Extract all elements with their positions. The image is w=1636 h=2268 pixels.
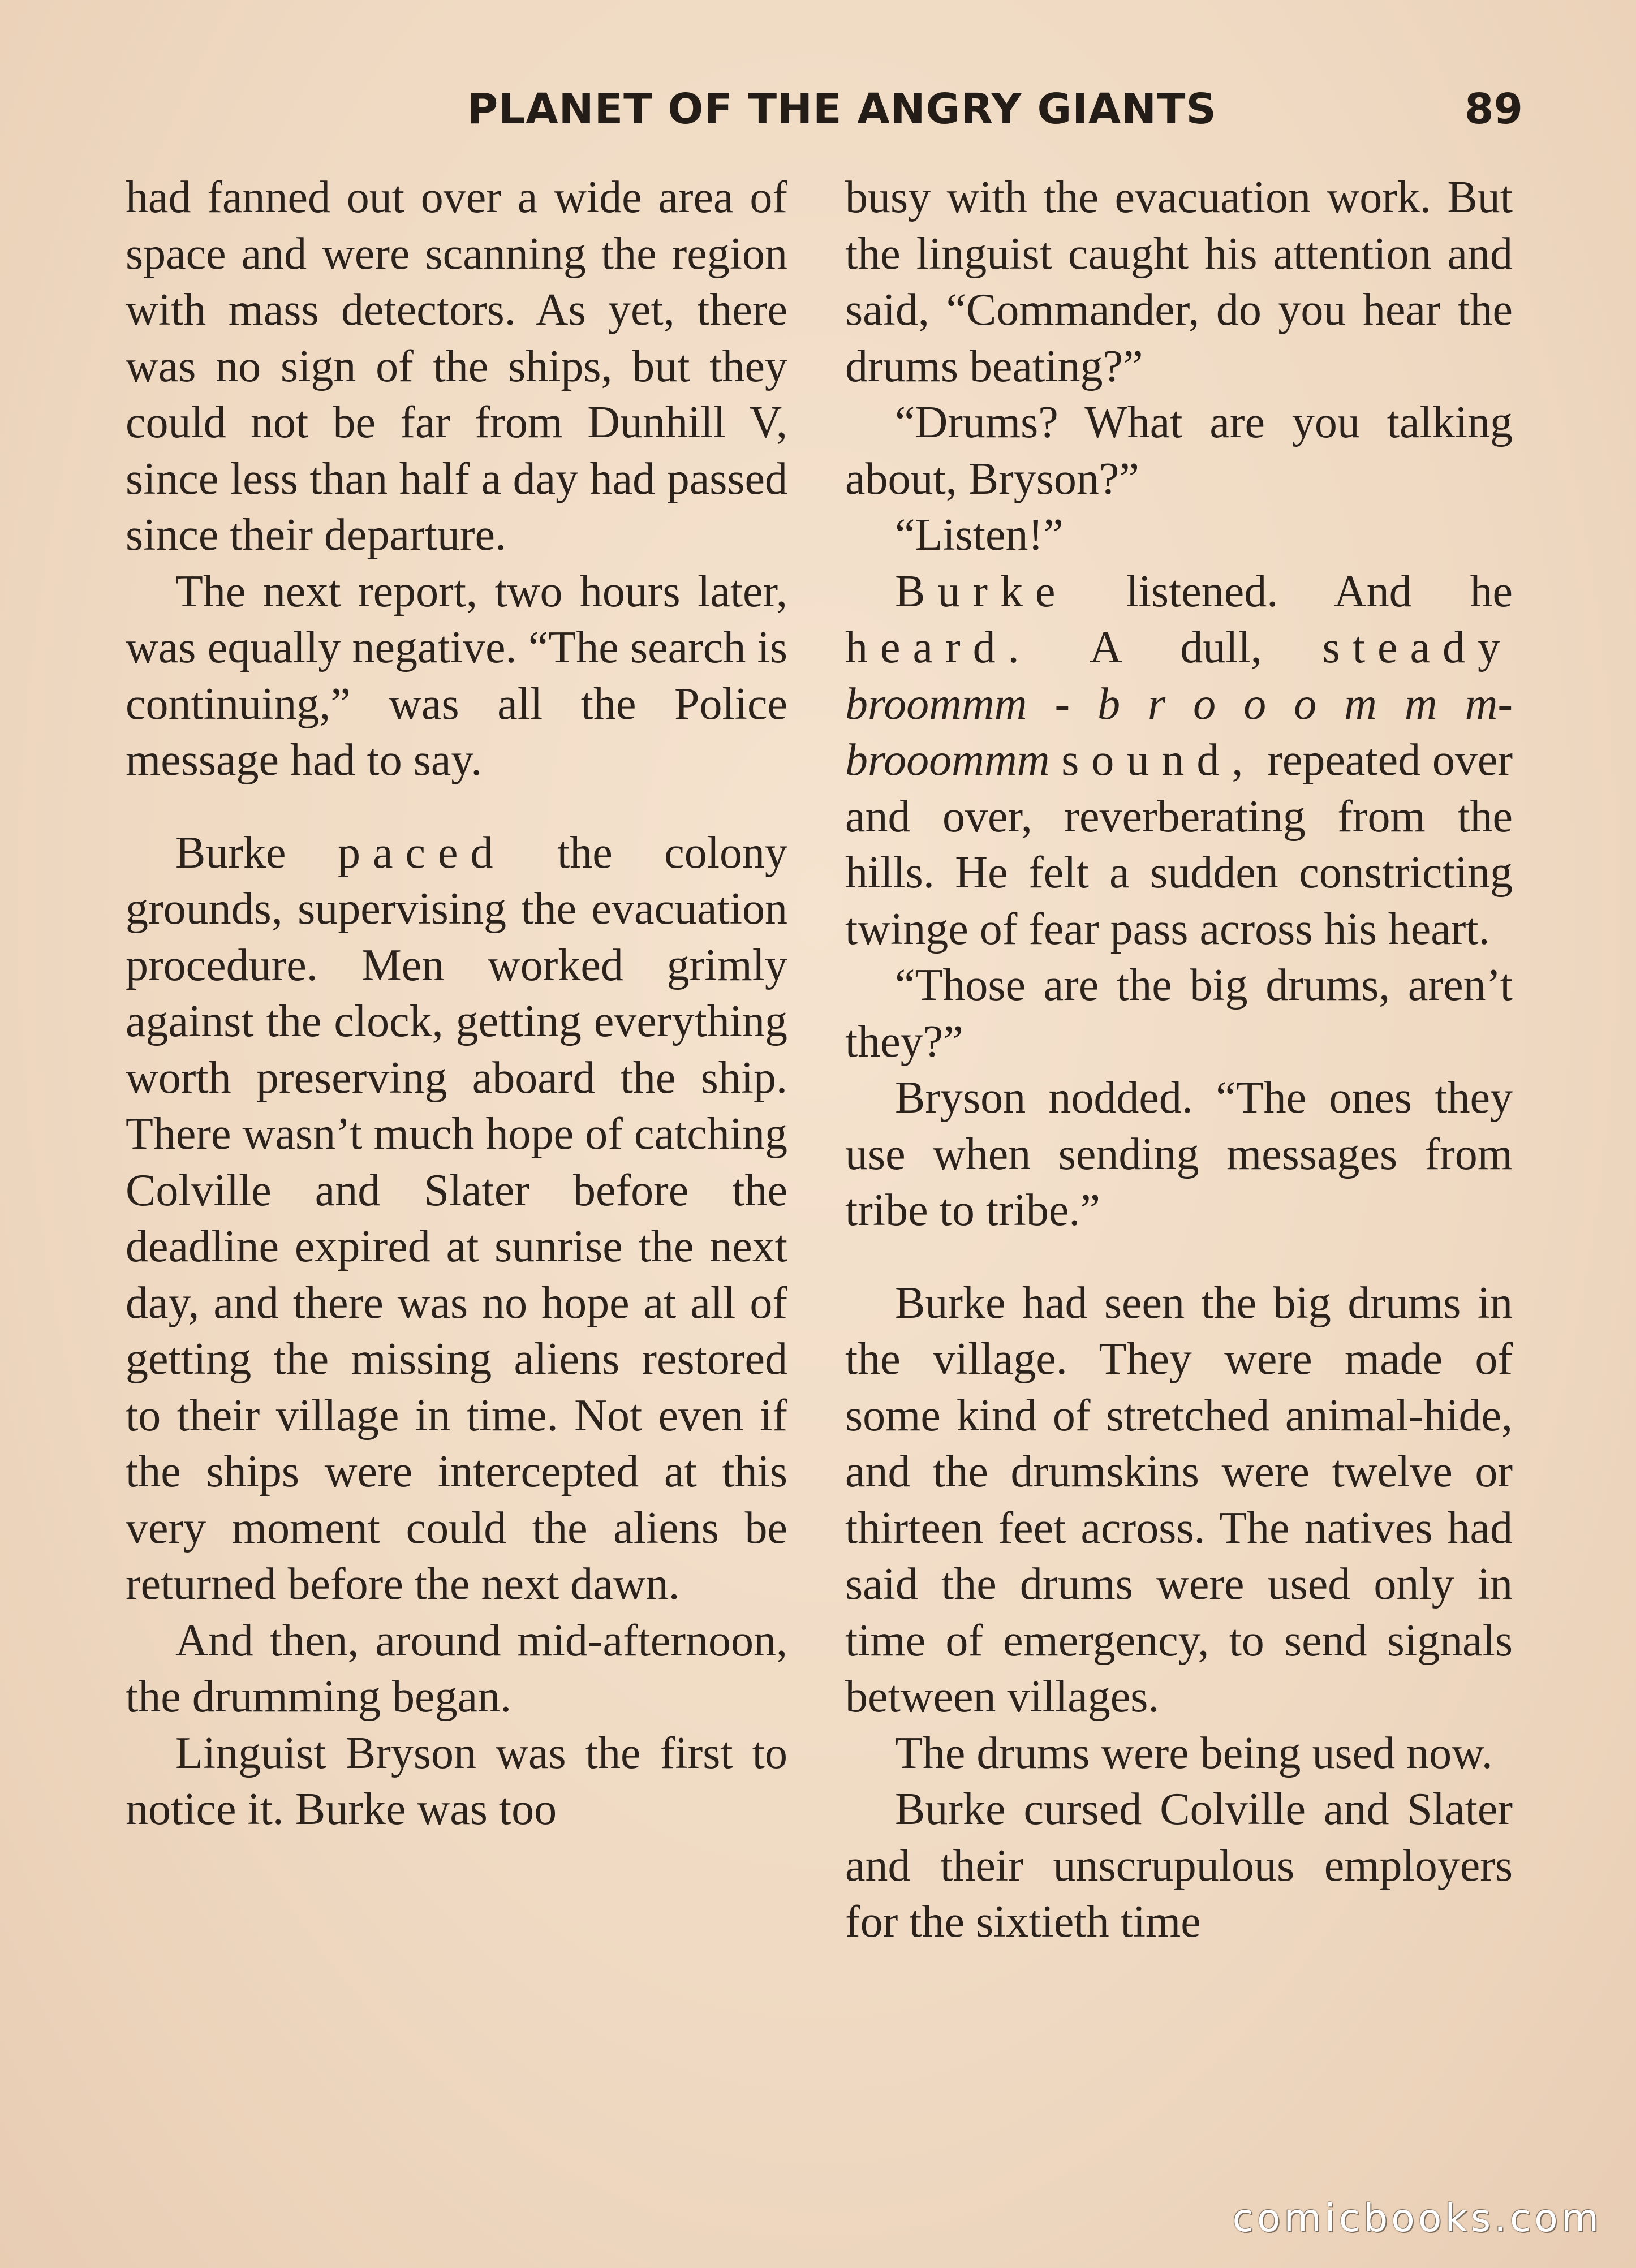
paragraph: “Drums? What are you talking about, Bryson?” (845, 398, 1513, 504)
page-number: 89 (1465, 85, 1523, 133)
left-column (126, 170, 787, 1838)
paragraph: The next report, two hours later, was equally negative. “The search is continuing,” was all the Police message had to say. (126, 566, 787, 785)
paragraph: “Listen!” (895, 510, 1064, 560)
spaced-word: Burke (895, 566, 1068, 616)
paragraph: Bryson nodded. “The ones they use when sending messages from tribe to tribe.” (845, 1073, 1513, 1235)
spaced-word: paced (338, 827, 506, 878)
paragraph: had fanned out over a wide area of space and were scanning the region with mass detectors. As yet, there was no sign of the ships, but they could not be far from Dunhill V, since less than half a day had passed since their departure. (126, 173, 787, 560)
paragraph: Linguist Bryson was the first to notice it. Burke was too (126, 1728, 787, 1834)
text-run: repeated over and over, reverberating from the hills. He felt a sudden constricting twinge of fear pass across his heart. (845, 735, 1513, 954)
paragraph: The drums were being used now. (895, 1728, 1493, 1778)
paragraph (126, 825, 787, 1613)
right-column (845, 170, 1513, 1951)
spaced-word: heard. (845, 623, 1032, 672)
spaced-word: steady (1322, 623, 1513, 672)
paragraph: Burke cursed Colville and Slater and their unscrupulous employers for the sixtieth time (845, 1784, 1513, 1947)
paragraph: “Those are the big drums, aren’t they?” (845, 960, 1513, 1067)
text-run: listened. And he (1126, 566, 1513, 616)
text-run: the colony grounds, supervising the evacuation procedure. Men worked grimly against the clock, getting everything worth preserving aboard the ship. There wasn’t much hope of catching Colville and Slater before the deadline expired at sunrise the next day, and there was no hope at all of getting the missing aliens restored to their village in time. Not even if the ships were intercepted at this very moment could the aliens be returned before the next dawn. (126, 827, 788, 1609)
spaced-word: sound, (1061, 735, 1256, 785)
paragraph: Burke had seen the big drums in the village. They were made of some kind of stretched animal-hide, and the drumskins were twelve or thirteen feet across. The natives had said the drums were used only in time of emergency, to send signals between villages. (845, 1278, 1513, 1722)
watermark: comicbooks.com (1232, 2196, 1602, 2241)
paragraph (845, 564, 1513, 958)
paragraph: And then, around mid-afternoon, the drumming began. (126, 1615, 787, 1722)
drum-sound-italic: broommm - b r o o o m m m-brooommm (845, 679, 1513, 785)
text-run: A dull, (1090, 623, 1262, 672)
running-title: PLANET OF THE ANGRY GIANTS (467, 85, 1217, 133)
paragraph: busy with the evacuation work. But the linguist caught his attention and said, “Commander, do you hear the drums beating?” (845, 173, 1513, 391)
page-header (0, 85, 1636, 147)
text-run: Burke (175, 827, 286, 878)
